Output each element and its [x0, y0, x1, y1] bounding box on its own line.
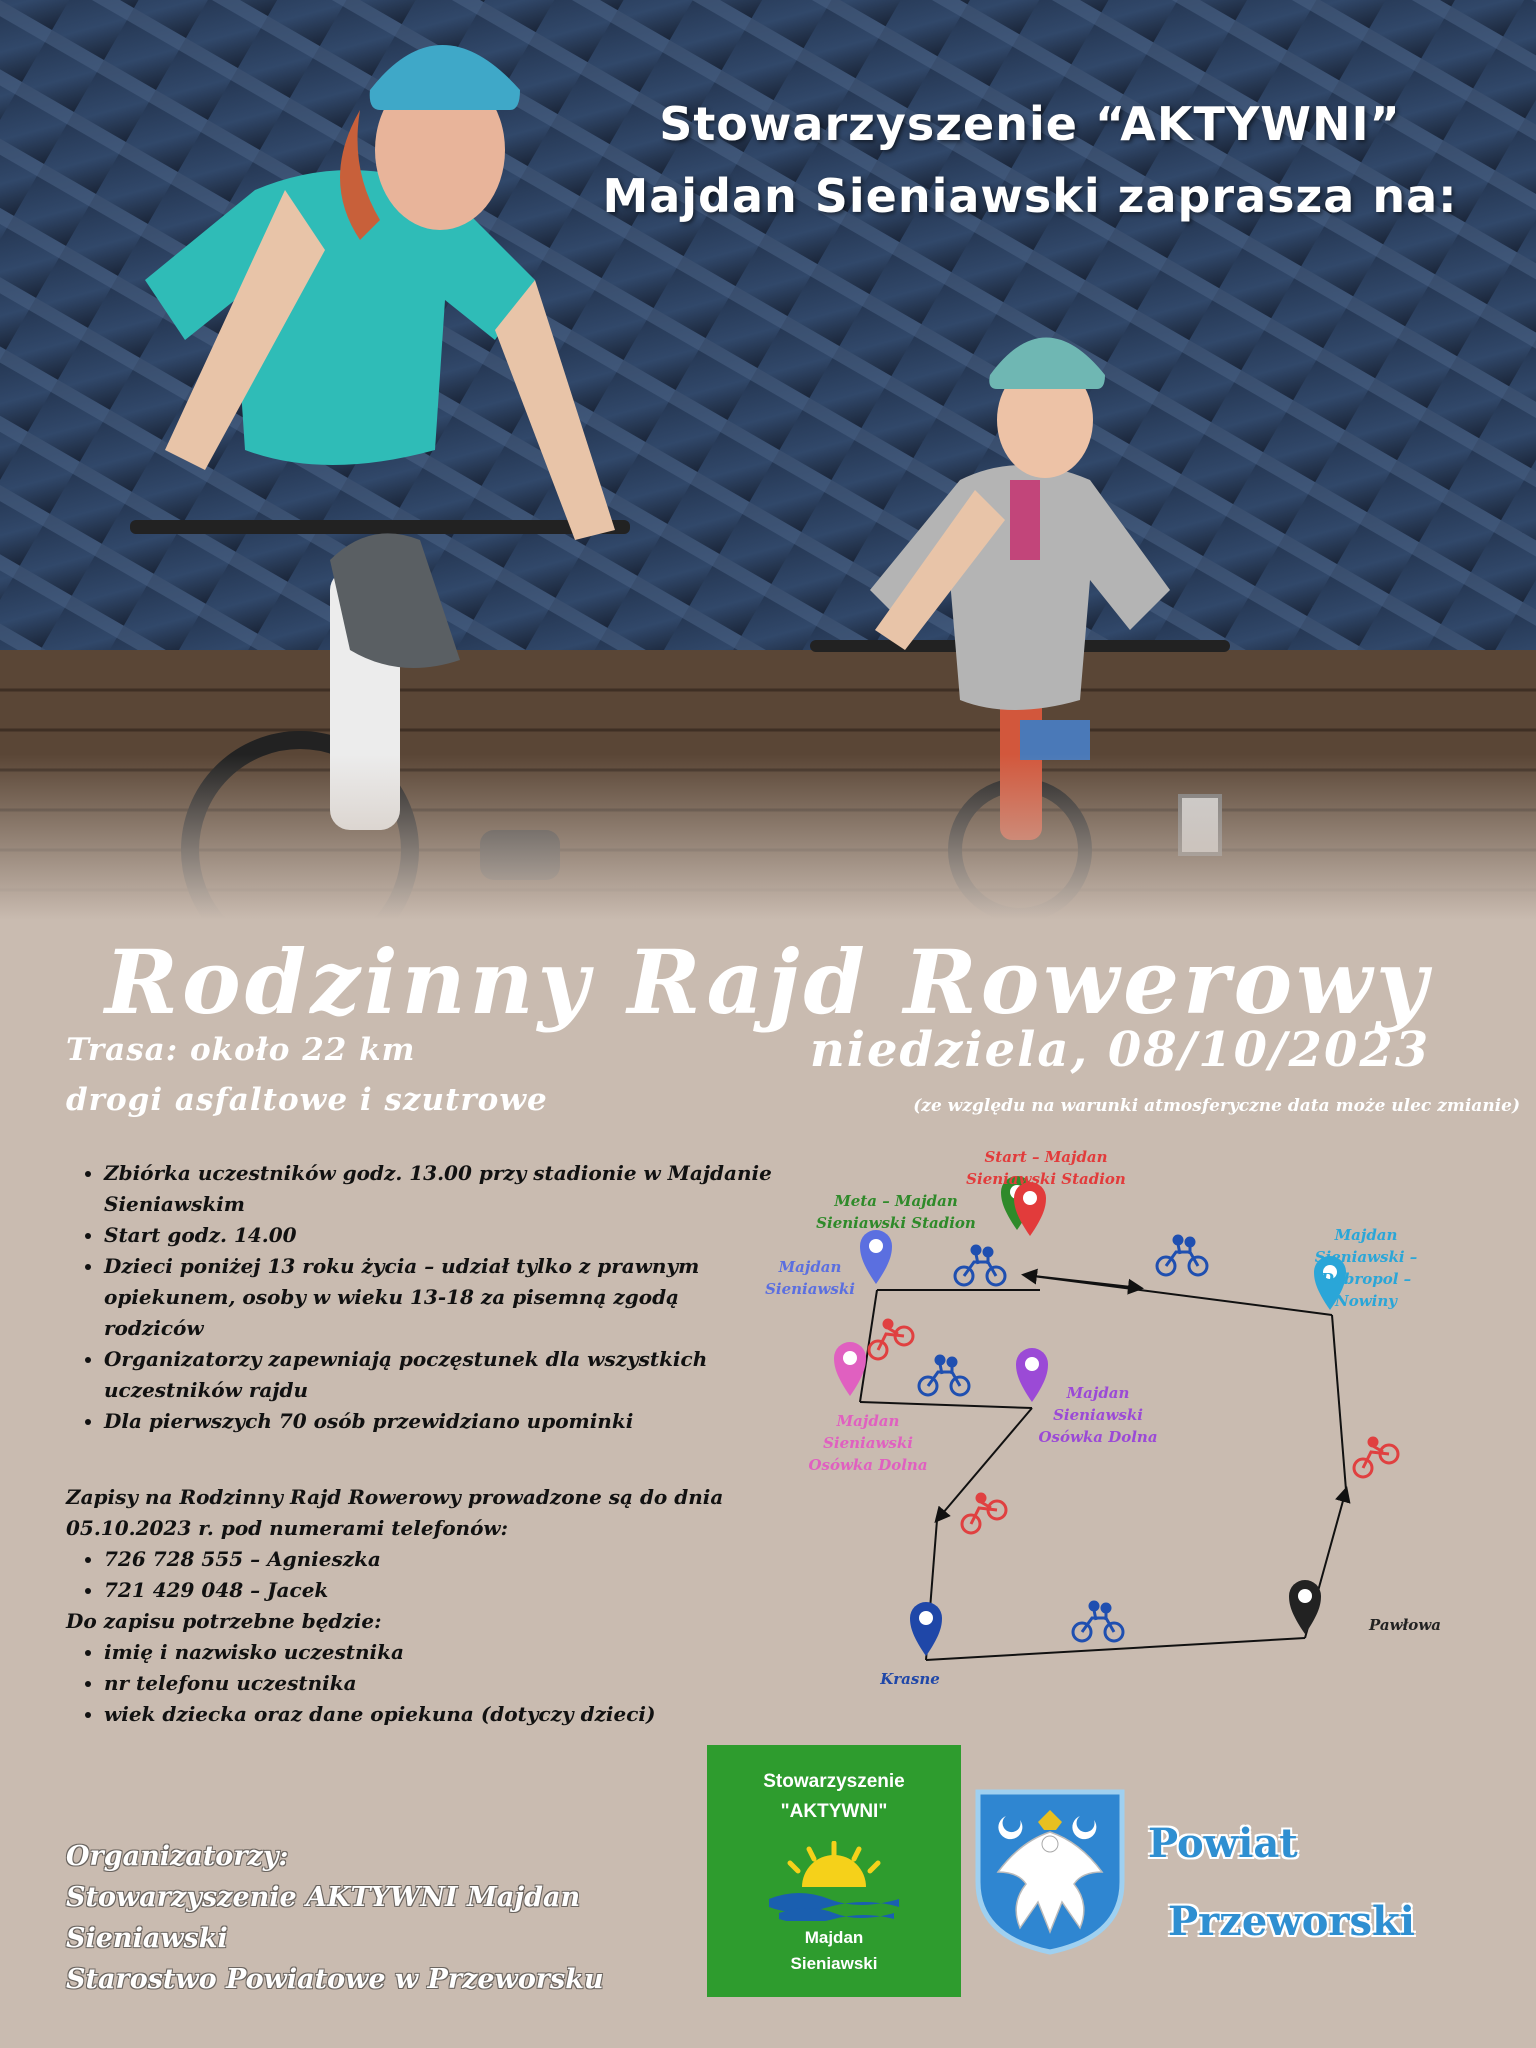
registration-section [66, 1482, 766, 1730]
required-item: • nr telefonu uczestnika [104, 1668, 766, 1699]
map-label-dobropol-4: Nowiny [1335, 1292, 1397, 1310]
header-line-1: Stowarzyszenie “AKTYWNI” [659, 97, 1401, 151]
phone-item: • 721 429 048 – Jacek [104, 1575, 766, 1606]
powiat-logo-line-2: Przeworski [1168, 1898, 1415, 1945]
cyclist-icon [869, 1320, 913, 1359]
map-label-osowka-left-1: Majdan [836, 1412, 900, 1430]
map-label-finish-2: Sieniawski Stadion [816, 1214, 976, 1232]
info-item: • Dla pierwszych 70 osób przewidziano upominki [104, 1406, 784, 1437]
tandem-bike-icon [1073, 1602, 1123, 1641]
header-invitation [560, 88, 1500, 232]
registration-intro: Zapisy na Rodzinny Rajd Rowerowy prowadzone są do dnia 05.10.2023 r. pod numerami telefonów: [66, 1485, 724, 1540]
aktywni-logo-line-1: Stowarzyszenie [763, 1771, 905, 1792]
aktywni-logo-line-4: Sieniawski [790, 1954, 878, 1973]
aktywni-logo [707, 1745, 961, 1997]
pawlowa-pin-icon [1289, 1580, 1321, 1634]
tandem-bike-icon [1157, 1236, 1207, 1275]
osowka-right-pin-icon [1016, 1348, 1048, 1402]
road-type: drogi asfaltowe i szutrowe [66, 1082, 548, 1118]
map-label-dobropol-3: Dobropol – [1320, 1270, 1412, 1288]
info-item: • Organizatorzy zapewniają poczęstunek dla wszystkich uczestników rajdu [104, 1344, 784, 1406]
map-label-osowka-right-2: Sieniawski [1053, 1406, 1143, 1424]
map-label-start-2: Sieniawski Stadion [966, 1170, 1126, 1188]
map-label-osowka-left-3: Osówka Dolna [808, 1456, 928, 1474]
required-title: Do zapisu potrzebne będzie: [66, 1609, 382, 1633]
info-list [80, 1158, 784, 1437]
organizers-title: Organizatorzy: [66, 1841, 289, 1872]
map-label-pawlowa: Pawłowa [1369, 1616, 1441, 1634]
organizer-line: Stowarzyszenie AKTYWNI Majdan Sieniawski [66, 1882, 581, 1954]
info-item: • Start godz. 14.00 [104, 1220, 784, 1251]
map-label-start-1: Start – Majdan [984, 1148, 1108, 1166]
map-label-majdan-2: Sieniawski [765, 1280, 855, 1298]
tandem-bike-icon [955, 1246, 1005, 1285]
route-path [860, 1275, 1346, 1660]
map-label-osowka-left-2: Sieniawski [823, 1434, 913, 1452]
majdan-pin-icon [860, 1230, 892, 1284]
aktywni-logo-line-2: "AKTYWNI" [780, 1801, 888, 1822]
sun-river-icon [764, 1841, 904, 1921]
aktywni-logo-line-3: Majdan [804, 1928, 864, 1947]
organizers [66, 1836, 746, 2000]
map-label-osowka-right-3: Osówka Dolna [1038, 1428, 1158, 1446]
route-length: Trasa: około 22 km [66, 1032, 416, 1068]
required-item: • wiek dziecka oraz dane opiekuna (dotyczy dzieci) [104, 1699, 766, 1730]
tandem-bike-icon [919, 1356, 969, 1395]
map-label-osowka-right-1: Majdan [1066, 1384, 1130, 1402]
krasne-pin-icon [910, 1602, 942, 1656]
event-date: niedziela, 08/10/2023 [809, 1022, 1431, 1078]
event-title: Rodzinny Rajd Rowerowy [104, 930, 1432, 1034]
map-label-dobropol-2: Sieniawski – [1314, 1248, 1418, 1266]
phone-item: • 726 728 555 – Agnieszka [104, 1544, 766, 1575]
required-item: • imię i nazwisko uczestnika [104, 1637, 766, 1668]
info-item: • Zbiórka uczestników godz. 13.00 przy stadionie w Majdanie Sieniawskim [104, 1158, 784, 1220]
map-label-majdan-1: Majdan [778, 1258, 842, 1276]
required-list [66, 1637, 766, 1730]
info-item: • Dzieci poniżej 13 roku życia – udział tylko z prawnym opiekunem, osoby w wieku 13-18 za pisemną zgodą rodziców [104, 1251, 784, 1344]
map-label-krasne: Krasne [880, 1670, 940, 1688]
cyclist-icon [962, 1494, 1006, 1533]
date-note: (ze względu na warunki atmosferyczne data może ulec zmianie) [913, 1096, 1520, 1116]
map-label-dobropol-1: Majdan [1334, 1226, 1398, 1244]
organizer-line: Starostwo Powiatowe w Przeworsku [66, 1964, 604, 1995]
map-label-finish-1: Meta – Majdan [834, 1192, 958, 1210]
cyclist-icon [1354, 1438, 1398, 1477]
header-line-2: Majdan Sieniawski zaprasza na: [602, 169, 1458, 223]
coat-of-arms-icon [972, 1786, 1128, 1956]
route-map [740, 1140, 1520, 1700]
start-pin-icon [1014, 1182, 1046, 1236]
phone-list [66, 1544, 766, 1606]
powiat-logo-line-1: Powiat [1148, 1820, 1298, 1867]
